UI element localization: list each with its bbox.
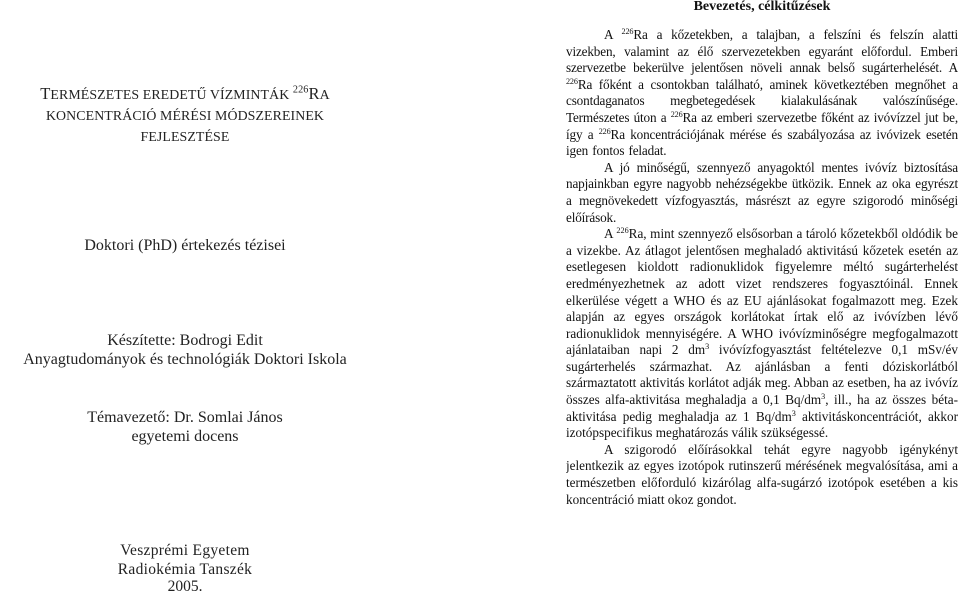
title-page [0,0,370,594]
doctoral-school: Anyagtudományok és technológiák Doktori Iskola [23,351,347,368]
thesis-title-line-3: FEJLESZTÉSE [140,129,230,144]
thesis-title-line-1: TERMÉSZETES EREDETŰ VÍZMINTÁK $^{226}$RA [40,84,330,103]
paragraph-4: A szigorodó előírásokkal tehát egyre nagyobb igénykényt jelentkezik az egyes izotópok rutinszerű mérésének megvalósítása, ami a természetben előforduló kizárólag alfa-sugárzó izotópok esetében a kis koncentráció miatt okoz gondot. [566,441,958,507]
paragraph-2: A jó minőségű, szennyező anyagoktól mentes ivóvíz biztosítása napjainkban egyre nagyobb nehézségekbe ütközik. Ennek az oka egyrészt a megnövekedett vízfogyasztás, másrészt az egyre szigorodó minőségi előírások. [566,159,958,225]
intro-body-text [566,27,958,594]
isotope-mass-number: 226 [292,84,309,96]
author-line: Készítette: Bodrogi Edit [107,332,263,349]
publication-year: 2005. [167,578,203,595]
thesis-subtitle: Doktori (PhD) értekezés tézisei [84,237,286,254]
paragraph-3: A $^{226}$Ra, mint szennyező elsősorban a tároló kőzetekből oldódik be a vizekbe. Az átlagot jelentősen meghaladó aktivitású kőzetek esetén az esetlegesen kioldott radionuklidok figyelemre méltó sugárterhelést eredményezhetnek az adott vizet rendszeres fogyasztóinál. Ennek elkerülése végett a WHO és az EU ajánlásokat fogalmazott meg. Ezek alapján az egyes országok korlátokat írtak elő az ivóvízben lévő radionuklidok mennyiségére. A WHO ivóvízminőségre megfogalmazott ajánlataiban napi 2 $dm^3$ ivóvízfogyasztást feltételezve 0,1 mSv/év sugárterhelés származhat. Az ajánlásban a fenti dóziskorlátból származtatott aktivitás korlátot adják meg. Abban az esetben, ha az ivóvíz összes alfa-aktivitása meghaladja a 0,1 $Bq/dm^3$, ill., ha az összes béta-aktivitása pedig meghaladja az 1 $Bq/dm^3$ aktivitáskoncentrációt, akkor izotópspecifikus meghatározás válik szükségessé. [566,226,958,441]
department-name: Radiokémia Tanszék [117,561,253,578]
thesis-title-line-2: KONCENTRÁCIÓ MÉRÉSI MÓDSZEREINEK [45,108,325,123]
section-header: Bevezetés, célkitűzések [693,0,831,14]
supervisor-line: Témavezető: Dr. Somlai János [87,409,283,426]
supervisor-rank: egyetemi docens [131,428,239,445]
paragraph-1: A $^{226}$Ra a kőzetekben, a talajban, a felszíni és felszín alatti vizekben, valamint az élő szervezetekben egyaránt előfordul. Emberi szervezetbe bekerülve jelentősen növeli annak belső sugárterhelését. A $^{226}$Ra főként a csontokban található, aminek következtében megnőhet a csontdaganatos megbetegedések kialakulásának valószínűsége. Természetes úton a $^{226}$Ra az emberi szervezetbe főként az ivóvízzel jut be, így a $^{226}$Ra koncentrációjának mérése és szabályozása az ivóvizek esetén igen fontos feladat. [566,27,958,159]
thesis-title [0,83,370,147]
university-name: Veszprémi Egyetem [120,542,250,559]
